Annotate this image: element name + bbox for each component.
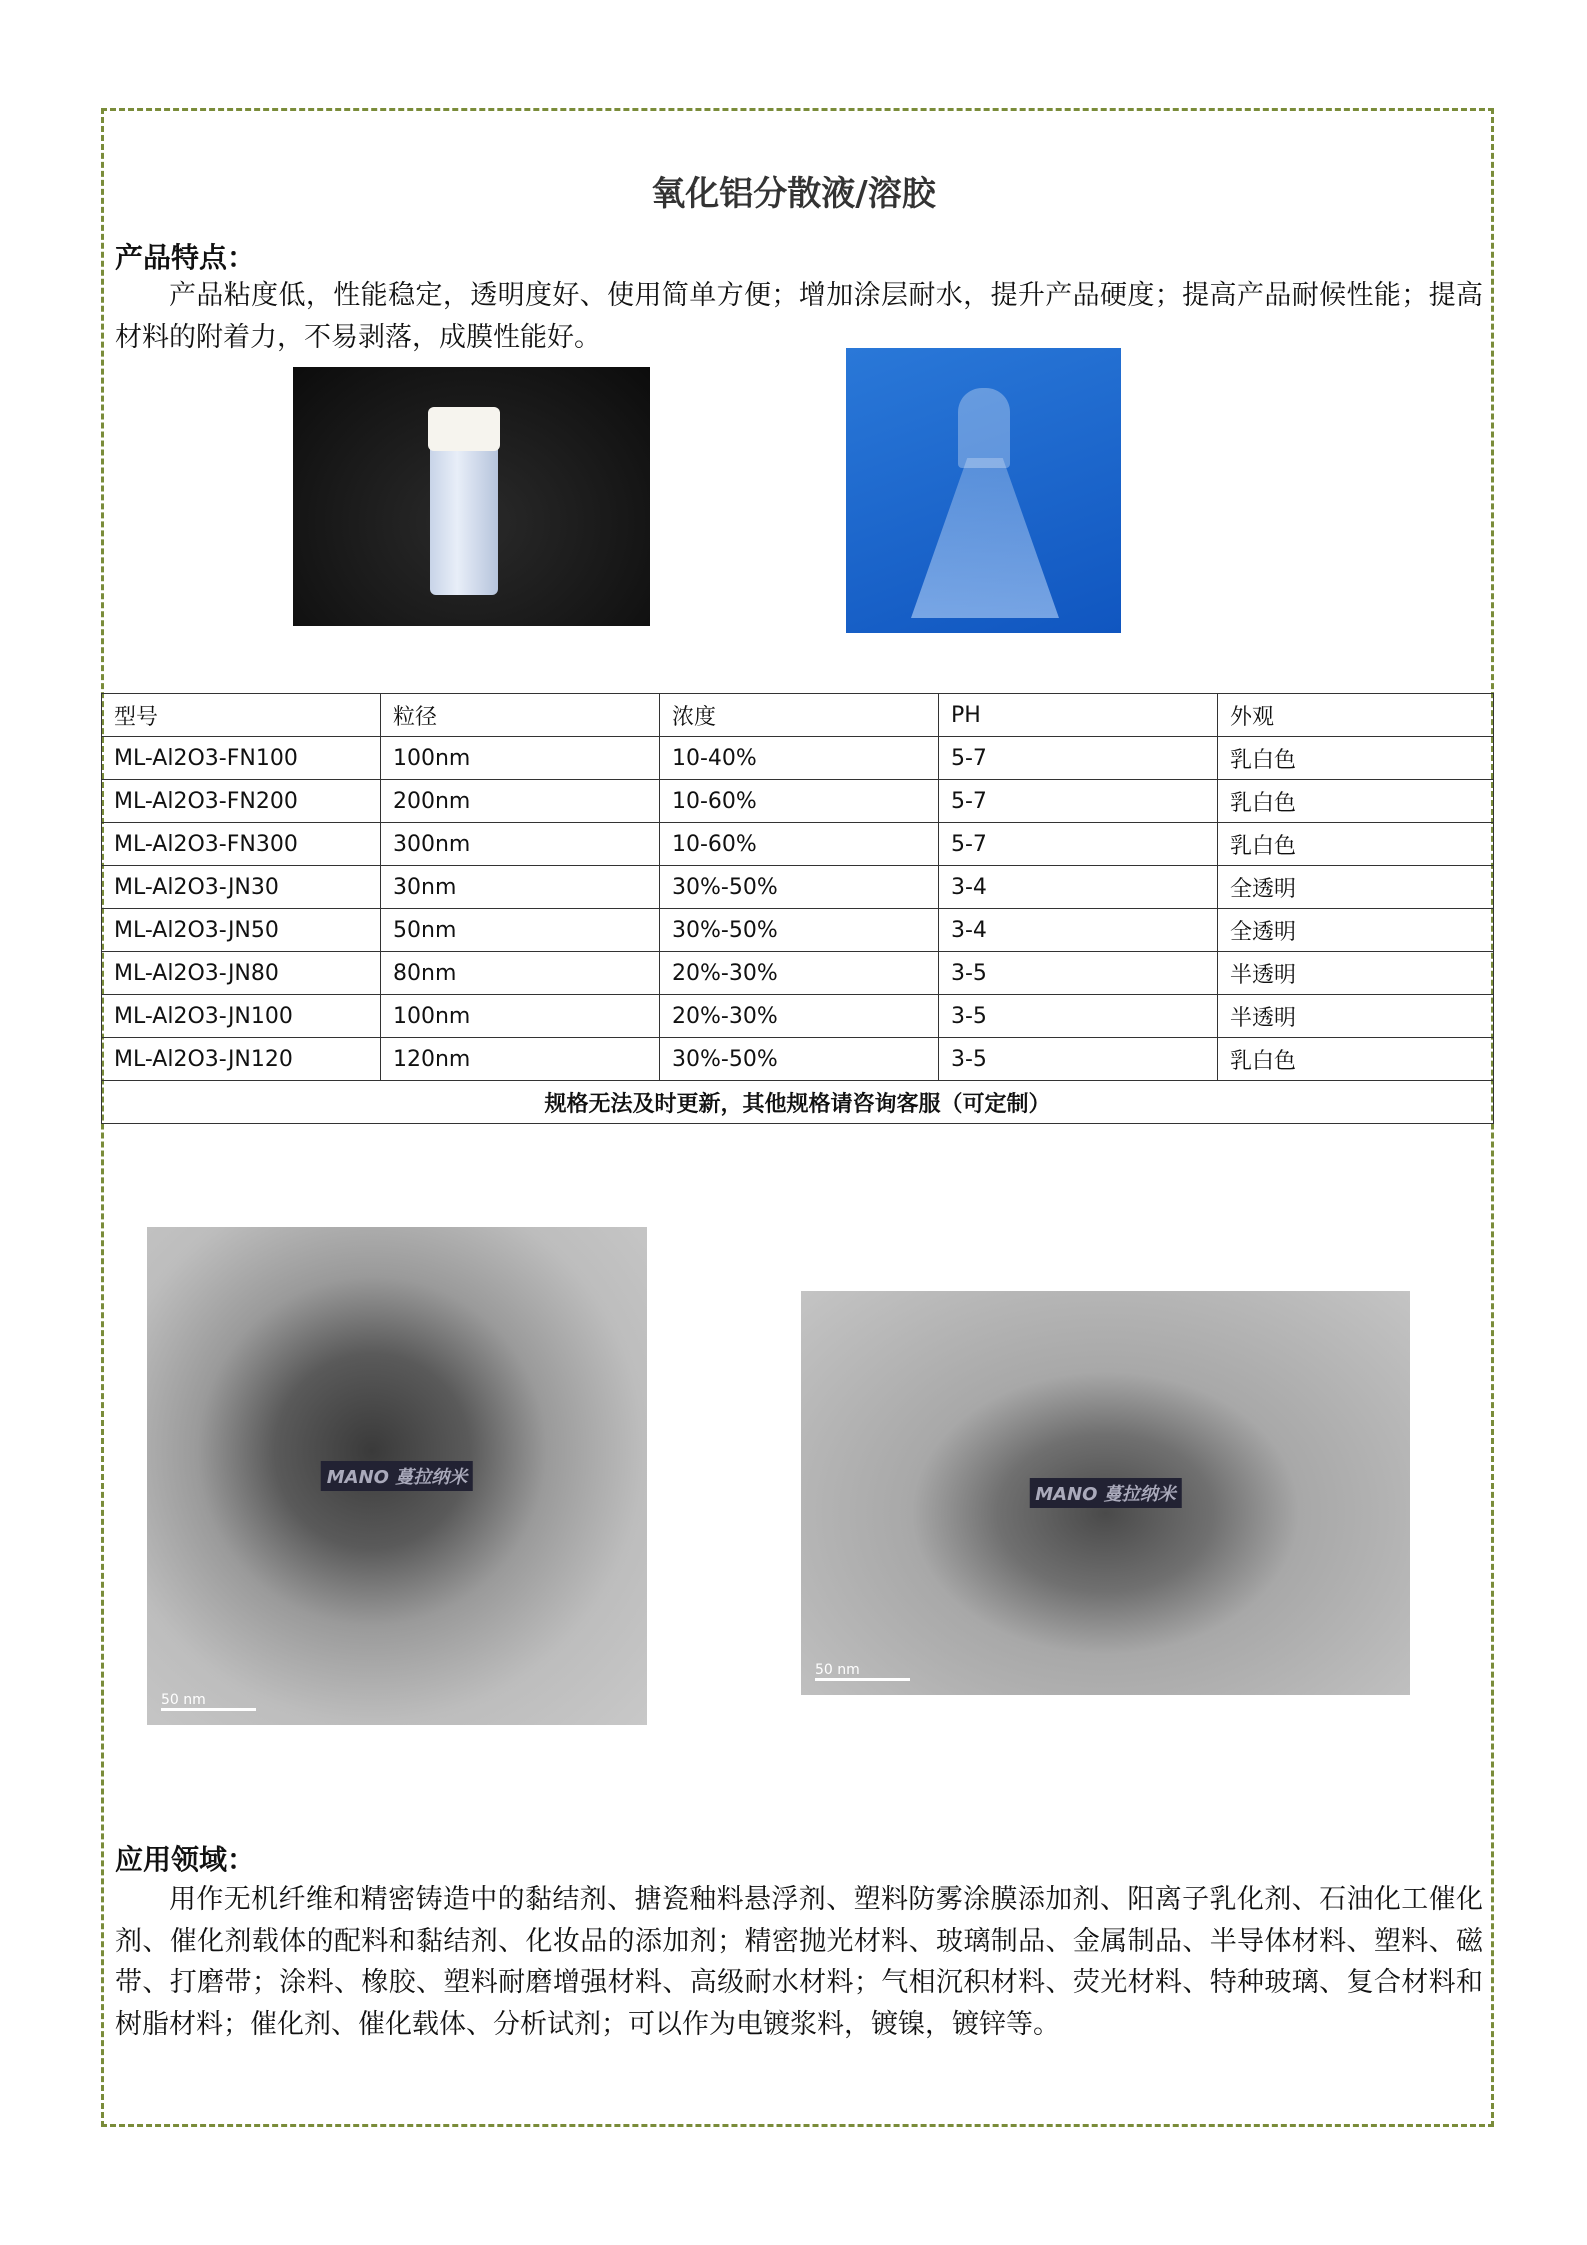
applications-heading: 应用领域： [115,1843,256,1876]
table-cell: 型号 [102,694,381,737]
features-heading: 产品特点： [115,241,256,274]
tem-image-1 [147,1227,647,1725]
watermark: MANO 蔓拉纳米 [1029,1478,1181,1508]
table-cell: 乳白色 [1218,780,1494,823]
table-cell: 10-60% [660,823,939,866]
table-cell: ML-Al2O3-JN80 [102,952,381,995]
table-cell: 全透明 [1218,866,1494,909]
table-cell: ML-Al2O3-FN100 [102,737,381,780]
table-cell: 浓度 [660,694,939,737]
watermark: MANO 蔓拉纳米 [321,1461,473,1491]
table-cell: 外观 [1218,694,1494,737]
table-cell: ML-Al2O3-JN30 [102,866,381,909]
table-cell: 乳白色 [1218,737,1494,780]
flask-photo [846,348,1121,633]
table-cell: 3-4 [939,866,1218,909]
table-cell: 300nm [381,823,660,866]
table-cell: 10-60% [660,780,939,823]
table-cell: 半透明 [1218,952,1494,995]
table-cell: ML-Al2O3-JN100 [102,995,381,1038]
table-cell: 3-4 [939,909,1218,952]
table-cell: 80nm [381,952,660,995]
table-cell: 20%-30% [660,952,939,995]
table-cell: 全透明 [1218,909,1494,952]
table-cell: 120nm [381,1038,660,1081]
page-title: 氧化铝分散液/溶胶 [651,174,936,214]
table-row [102,995,1494,1038]
table-cell: 3-5 [939,1038,1218,1081]
vial-photo [293,367,650,626]
table-cell: 乳白色 [1218,823,1494,866]
table-cell: 粒径 [381,694,660,737]
table-cell: 30nm [381,866,660,909]
table-cell: 30%-50% [660,866,939,909]
table-row [102,909,1494,952]
table-cell: 5-7 [939,823,1218,866]
features-text: 产品粘度低，性能稳定，透明度好、使用简单方便；增加涂层耐水，提升产品硬度；提高产品耐候性能；提高材料的附着力，不易剥落，成膜性能好。 [115,280,1483,353]
table-note-row [102,1081,1494,1124]
table-cell: PH [939,694,1218,737]
scale-bar: 50 nm [815,1662,910,1681]
table-cell: 半透明 [1218,995,1494,1038]
table-note: 规格无法及时更新，其他规格请咨询客服（可定制） [102,1081,1494,1124]
applications-text: 用作无机纤维和精密铸造中的黏结剂、搪瓷釉料悬浮剂、塑料防雾涂膜添加剂、阳离子乳化剂、石油化工催化剂、催化剂载体的配料和黏结剂、化妆品的添加剂；精密抛光材料、玻璃制品、金属制品、半导体材料、塑料、磁带、打磨带；涂料、橡胶、塑料耐磨增强材料、高级耐水材料；气相沉积材料、荧光材料、特种玻璃、复合材料和树脂材料；催化剂、催化载体、分析试剂；可以作为电镀浆料，镀镍，镀锌等。 [115,1884,1483,2040]
table-cell: 3-5 [939,995,1218,1038]
table-row [102,823,1494,866]
table-cell: 30%-50% [660,909,939,952]
table-row [102,952,1494,995]
table-row [102,737,1494,780]
table-cell: 100nm [381,737,660,780]
table-cell: 50nm [381,909,660,952]
table-cell: 200nm [381,780,660,823]
table-cell: 5-7 [939,737,1218,780]
table-cell: 3-5 [939,952,1218,995]
table-header-row [102,694,1494,737]
table-cell: 20%-30% [660,995,939,1038]
table-row [102,780,1494,823]
table-cell: ML-Al2O3-JN120 [102,1038,381,1081]
table-cell: 乳白色 [1218,1038,1494,1081]
table-cell: ML-Al2O3-FN200 [102,780,381,823]
table-cell: 5-7 [939,780,1218,823]
tem-image-2 [801,1291,1410,1695]
scale-bar: 50 nm [161,1692,256,1711]
table-cell: 100nm [381,995,660,1038]
table-cell: 30%-50% [660,1038,939,1081]
table-cell: ML-Al2O3-FN300 [102,823,381,866]
spec-table [101,693,1494,1124]
table-cell: 10-40% [660,737,939,780]
table-cell: ML-Al2O3-JN50 [102,909,381,952]
table-row [102,866,1494,909]
table-row [102,1038,1494,1081]
